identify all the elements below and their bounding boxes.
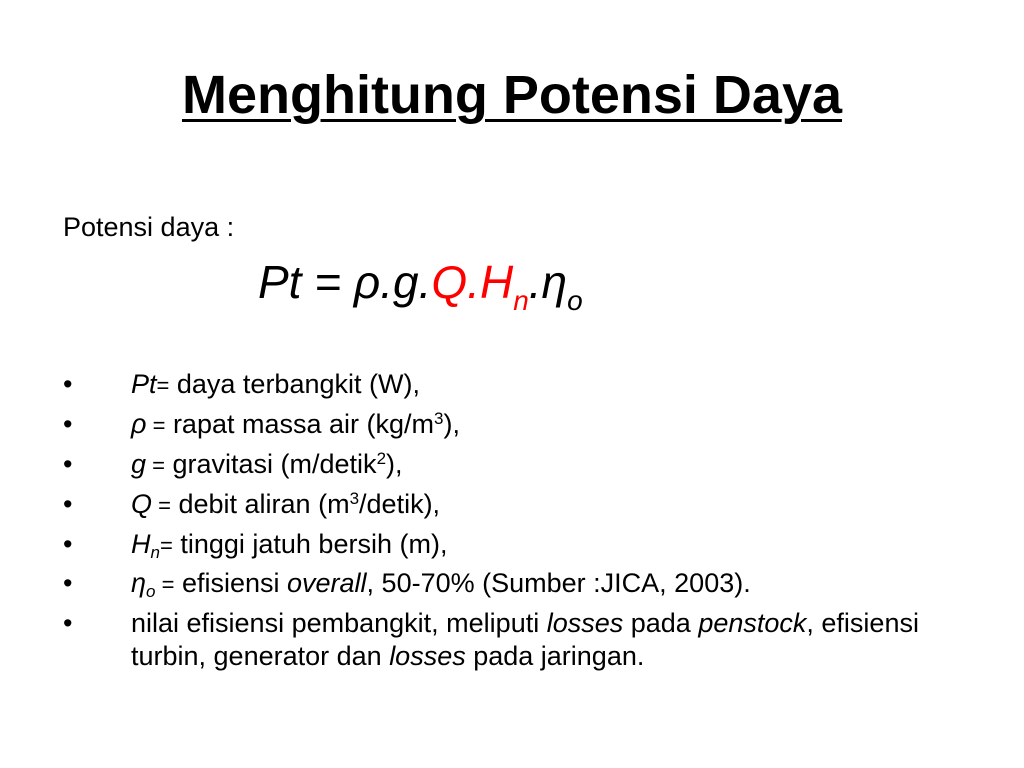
definition-item-hn	[0, 528, 961, 560]
formula-eta: η	[541, 256, 568, 308]
power-formula	[258, 255, 583, 316]
equals-sign: =	[146, 452, 165, 478]
symbol: ρ	[131, 408, 147, 439]
symbol: Q	[131, 488, 153, 519]
formula-h: H	[479, 256, 514, 308]
definition-item-efficiency-note	[0, 607, 961, 672]
note-text: pada jaringan.	[465, 640, 645, 671]
superscript: 3	[434, 408, 444, 428]
symbol: Pt	[131, 369, 157, 399]
equals-sign: =	[159, 532, 173, 558]
note-text: , efisiensi turbin, generator dan	[131, 608, 919, 671]
intro-text: Potensi daya :	[63, 212, 235, 242]
definition-text: debit aliran (m	[170, 488, 350, 519]
italic-term: penstock	[698, 608, 807, 639]
definition-tail: ),	[386, 448, 403, 479]
bullet-dot: •	[63, 528, 73, 559]
note-text: nilai efisiensi pembangkit, meliputi	[131, 608, 547, 639]
equals-sign: =	[156, 373, 170, 398]
formula-dot: .	[528, 256, 542, 308]
formula-q: Q.	[431, 256, 480, 308]
definition-text: rapat massa air (kg/m	[165, 408, 435, 439]
definition-item-eta	[0, 567, 961, 602]
bullet-dot: •	[63, 369, 73, 399]
bullet-dot: •	[63, 408, 73, 439]
definition-tail: , 50-70% (Sumber :JICA, 2003).	[366, 568, 751, 599]
definition-item-q	[0, 488, 961, 520]
superscript: 2	[376, 448, 387, 468]
bullet-dot: •	[63, 568, 73, 599]
bullet-dot: •	[63, 608, 73, 639]
definition-text: gravitasi (m/detik	[165, 448, 377, 479]
symbol: H	[131, 528, 151, 559]
subscript: n	[150, 542, 160, 562]
definition-text: tinggi jatuh bersih (m),	[172, 528, 448, 559]
definition-text: efisiensi	[174, 568, 287, 599]
superscript: 3	[349, 488, 360, 508]
equals-sign: =	[155, 572, 175, 598]
formula-eta-sub: o	[567, 285, 583, 316]
definition-tail: /detik),	[359, 488, 441, 519]
formula-h-sub: n	[513, 285, 529, 316]
subscript: o	[146, 582, 156, 602]
definition-list	[0, 368, 961, 680]
definition-item-g	[0, 448, 961, 480]
symbol: η	[131, 568, 146, 599]
bullet-dot: •	[63, 488, 73, 519]
definition-item-pt	[0, 368, 961, 400]
definition-text: daya terbangkit (W),	[169, 369, 420, 399]
bullet-dot: •	[63, 448, 73, 479]
definition-item-rho	[0, 408, 961, 440]
italic-term: losses	[389, 640, 466, 671]
note-text: pada	[623, 608, 699, 639]
symbol: g	[131, 448, 147, 479]
equals-sign: =	[152, 492, 171, 518]
italic-term: losses	[546, 608, 624, 639]
slide-title: Menghitung Potensi Daya	[181, 65, 843, 125]
equals-sign: =	[146, 412, 166, 438]
formula-lhs: Pt = ρ.g.	[258, 256, 432, 308]
italic-term: overall	[287, 568, 367, 599]
definition-tail: ),	[443, 408, 460, 439]
